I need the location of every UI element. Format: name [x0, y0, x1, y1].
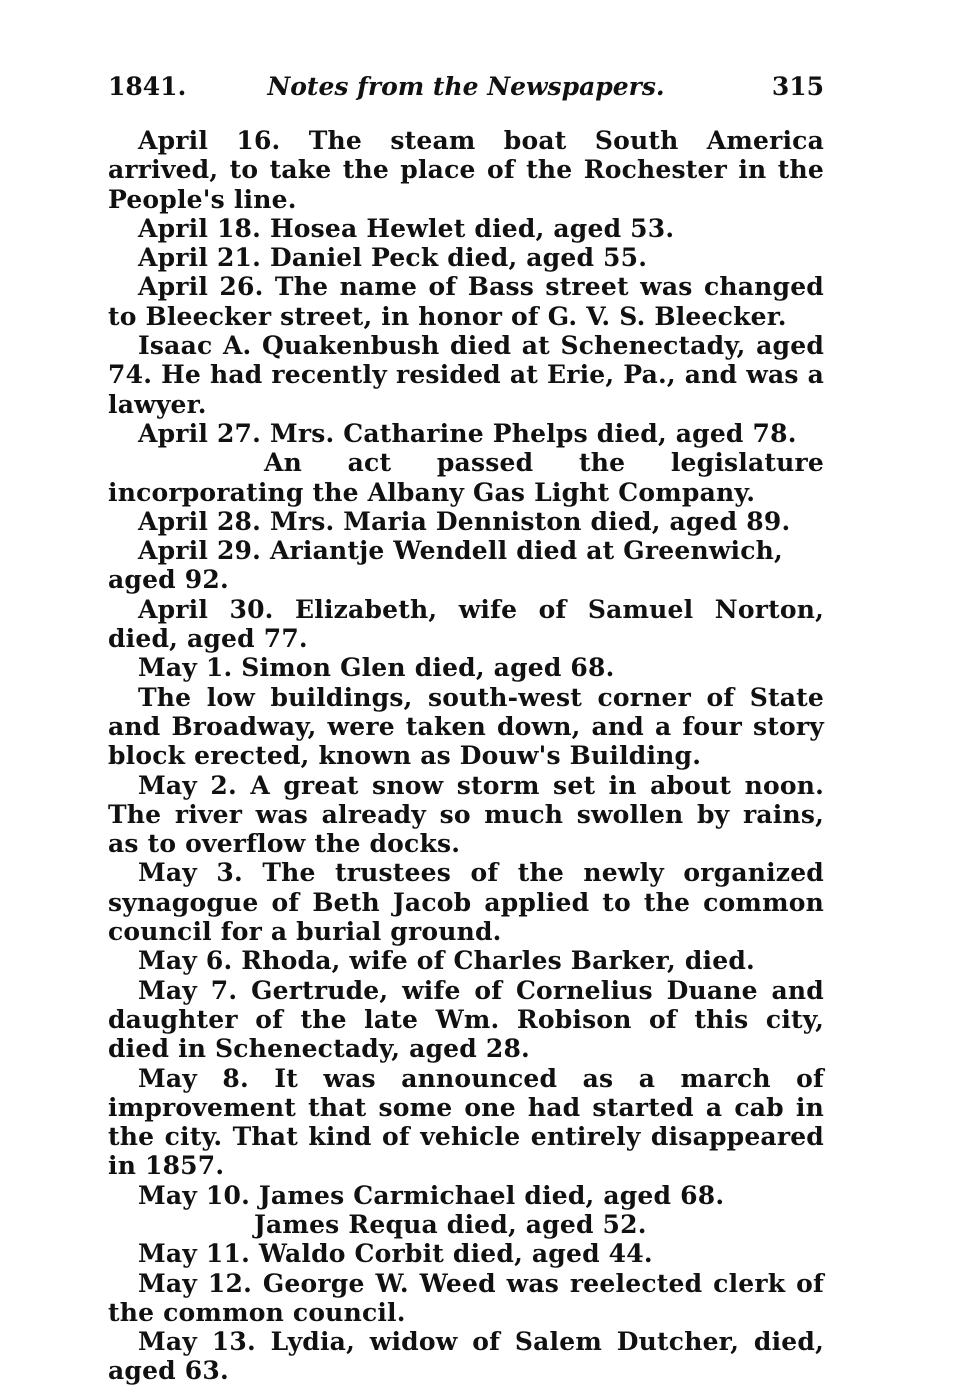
- running-header: [108, 72, 824, 112]
- entry: Isaac A. Quakenbush died at Schenectady, aged 74. He had recently resided at Erie, Pa., and was a lawyer.: [108, 331, 824, 419]
- running-title: Notes from the Newspapers.: [267, 72, 665, 101]
- page-body: [108, 126, 824, 1386]
- entry: The low buildings, south-west corner of State and Broadway, were taken down, and a four story block erected, known as Douw's Building.: [108, 682, 824, 771]
- entry: May 8. It was announced as a march of improvement that some one had started a cab in the city. That kind of vehicle entirely disappeared in 1857.: [108, 1063, 824, 1181]
- entry: April 30. Elizabeth, wife of Samuel Norton, died, aged 77.: [108, 594, 824, 654]
- entry: May 3. The trustees of the newly organized synagogue of Beth Jacob applied to the common council for a burial ground.: [108, 858, 824, 947]
- entry: James Requa died, aged 52.: [254, 1209, 647, 1239]
- entry: May 10. James Carmichael died, aged 68.: [138, 1180, 725, 1210]
- entry: May 13. Lydia, widow of Salem Dutcher, died, aged 63.: [108, 1327, 824, 1386]
- entry: April 21. Daniel Peck died, aged 55.: [138, 243, 648, 273]
- entry: May 1. Simon Glen died, aged 68.: [138, 653, 615, 683]
- entry: May 6. Rhoda, wife of Charles Barker, died.: [138, 946, 755, 976]
- entry: April 27. Mrs. Catharine Phelps died, aged 78.: [138, 418, 797, 448]
- entry: May 2. A great snow storm set in about noon. The river was already so much swollen by rains, as to overflow the docks.: [108, 770, 824, 859]
- entry: An act passed the legislature incorporating the Albany Gas Light Company.: [108, 448, 824, 507]
- entry: April 29. Ariantje Wendell died at Greenwich, aged 92.: [108, 536, 783, 595]
- page-number: 315: [771, 72, 824, 101]
- entry: May 12. George W. Weed was reelected clerk of the common council.: [108, 1268, 824, 1327]
- entry: April 16. The steam boat South America arrived, to take the place of the Rochester in the People's line.: [108, 126, 824, 214]
- entry: April 18. Hosea Hewlet died, aged 53.: [138, 213, 675, 243]
- header-year: 1841.: [108, 72, 187, 101]
- entry: May 7. Gertrude, wife of Cornelius Duane and daughter of the late Wm. Robison of this city, died in Schenectady, aged 28.: [108, 975, 824, 1064]
- entry: May 11. Waldo Corbit died, aged 44.: [138, 1239, 653, 1269]
- entry: April 28. Mrs. Maria Denniston died, aged 89.: [138, 506, 791, 536]
- entry: April 26. The name of Bass street was changed to Bleecker street, in honor of G. V. S. Bleecker.: [108, 272, 824, 331]
